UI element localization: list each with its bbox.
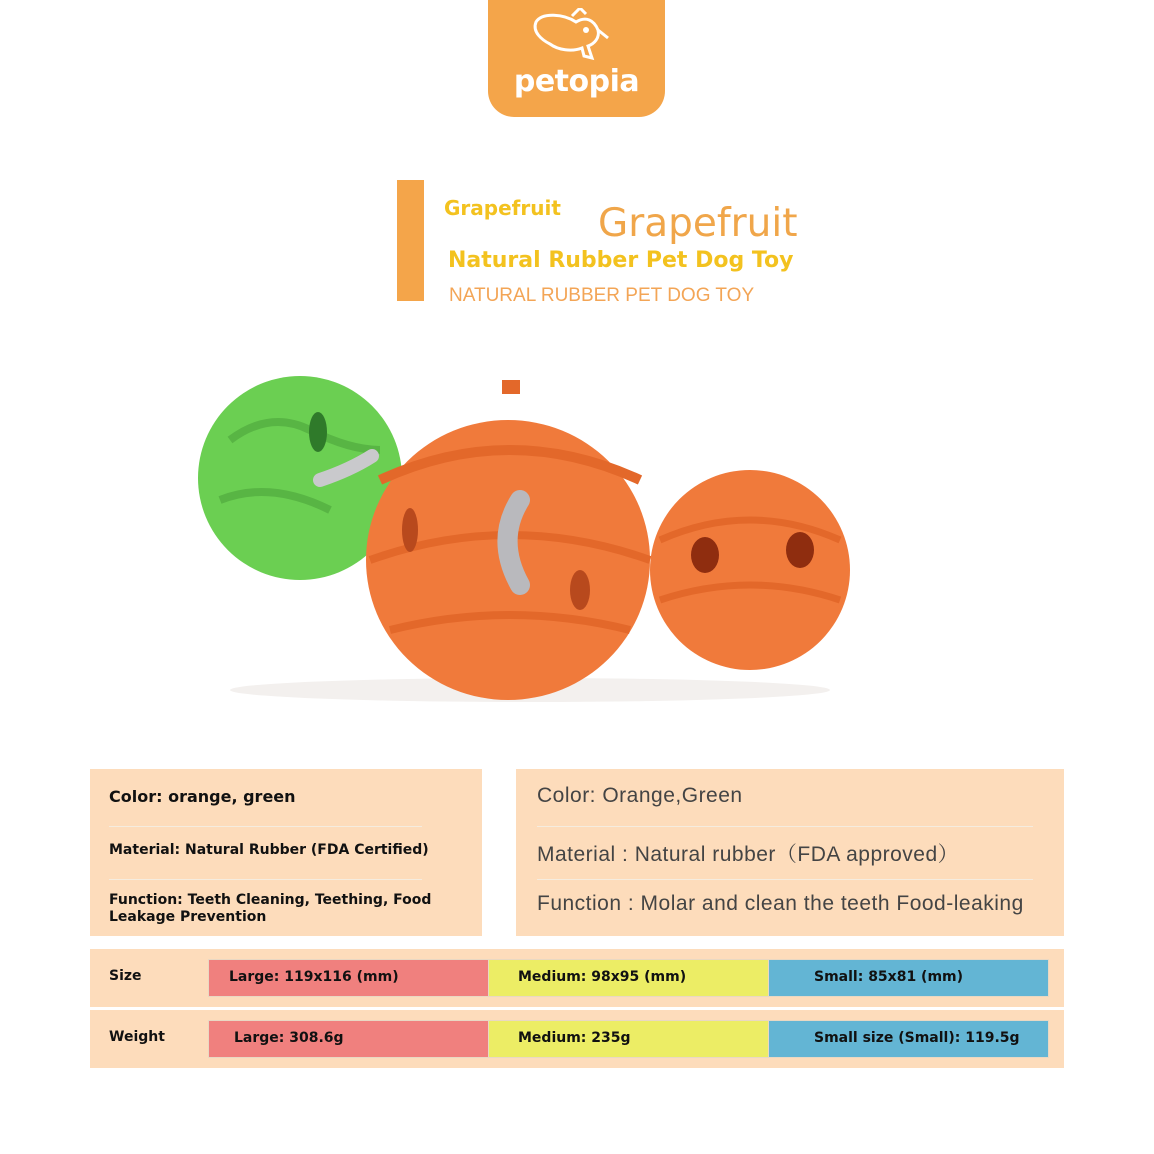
product-photo xyxy=(190,360,870,720)
info-panel-right xyxy=(516,769,1064,936)
color-text: Color: orange, green xyxy=(109,787,296,806)
title-line1-alt: Grapefruit xyxy=(598,201,798,246)
size-medium-cell xyxy=(488,959,769,997)
weight-small: Small size (Small): 119.5g xyxy=(814,1030,1020,1046)
weight-row xyxy=(90,1010,1064,1068)
title-line2-alt: NATURAL RUBBER PET DOG TOY xyxy=(449,285,755,306)
weight-small-cell xyxy=(768,1020,1049,1058)
size-row xyxy=(90,949,1064,1007)
divider xyxy=(109,879,422,880)
size-medium: Medium: 98x95 (mm) xyxy=(518,969,687,985)
function-text-alt: Function : Molar and clean the teeth Food-leaking xyxy=(537,892,1024,915)
color-text-alt: Color: Orange,Green xyxy=(537,784,743,807)
brand-logo xyxy=(488,0,665,117)
size-large: Large: 119x116 (mm) xyxy=(229,969,399,985)
size-small: Small: 85x81 (mm) xyxy=(814,969,964,985)
weight-label: Weight xyxy=(109,1029,165,1045)
size-small-cell xyxy=(768,959,1049,997)
size-label: Size xyxy=(109,968,142,984)
info-panel-left xyxy=(90,769,482,936)
function-text: Function: Teeth Cleaning, Teething, Food Leakage Prevention xyxy=(109,892,432,925)
material-text-alt: Material : Natural rubber（FDA approved） xyxy=(537,843,960,866)
weight-medium-cell xyxy=(488,1020,769,1058)
title-line1: Grapefruit xyxy=(444,196,561,220)
orange-ball-large xyxy=(366,380,650,700)
weight-large: Large: 308.6g xyxy=(234,1030,344,1046)
brand-name: petopia xyxy=(513,64,640,99)
weight-large-cell xyxy=(208,1020,489,1058)
divider xyxy=(537,879,1033,880)
divider xyxy=(109,826,422,827)
material-text: Material: Natural Rubber (FDA Certified) xyxy=(109,842,429,858)
orange-ball-small xyxy=(650,470,850,670)
dog-icon xyxy=(528,8,624,68)
size-large-cell xyxy=(208,959,489,997)
title-accent-bar xyxy=(397,180,424,301)
divider xyxy=(537,826,1033,827)
weight-medium: Medium: 235g xyxy=(518,1030,631,1046)
title-line2: Natural Rubber Pet Dog Toy xyxy=(448,248,794,273)
